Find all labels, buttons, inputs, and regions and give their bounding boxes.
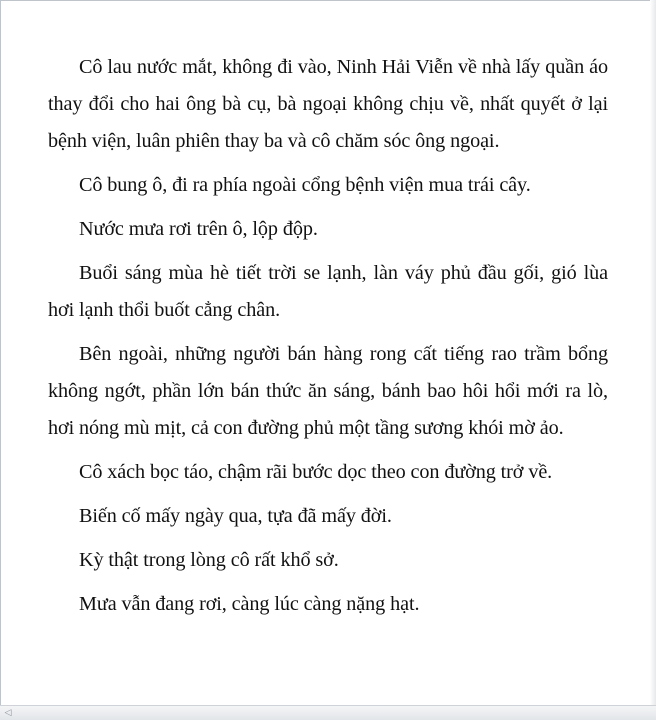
paragraph-6: Cô xách bọc táo, chậm rãi bước dọc theo con đường trở về. xyxy=(79,461,553,483)
paragraph-1: Cô lau nước mắt, không đi vào, Ninh Hải Viễn về nhà lấy quần áo thay đổi cho hai ông bà cụ, bà ngoại không chịu về, nhất quyết ở lại bệnh viện, luân phiên thay ba và cô chăm sóc ông ngoại. xyxy=(48,56,608,152)
page-edge-shadow xyxy=(650,0,656,720)
viewer-bottom-bar xyxy=(0,705,656,720)
paragraph-7: Biến cố mấy ngày qua, tựa đã mấy đời. xyxy=(79,505,392,527)
paragraph-8: Kỳ thật trong lòng cô rất khổ sở. xyxy=(79,549,339,571)
paragraph-4: Buổi sáng mùa hè tiết trời se lạnh, làn váy phủ đầu gối, gió lùa hơi lạnh thổi buốt cẳng chân. xyxy=(48,262,608,321)
left-arrow-icon[interactable]: ◁ xyxy=(4,708,12,718)
paragraph-5: Bên ngoài, những người bán hàng rong cất tiếng rao trầm bổng không ngớt, phần lớn bán thức ăn sáng, bánh bao hôi hổi mới ra lò, hơi nóng mù mịt, cả con đường phủ một tầng sương khói mờ ảo. xyxy=(48,343,608,439)
document-body xyxy=(48,49,608,630)
paragraph-3: Nước mưa rơi trên ô, lộp độp. xyxy=(79,218,318,240)
paragraph-9: Mưa vẫn đang rơi, càng lúc càng nặng hạt. xyxy=(79,593,420,615)
paragraph-2: Cô bung ô, đi ra phía ngoài cổng bệnh viện mua trái cây. xyxy=(79,174,531,196)
